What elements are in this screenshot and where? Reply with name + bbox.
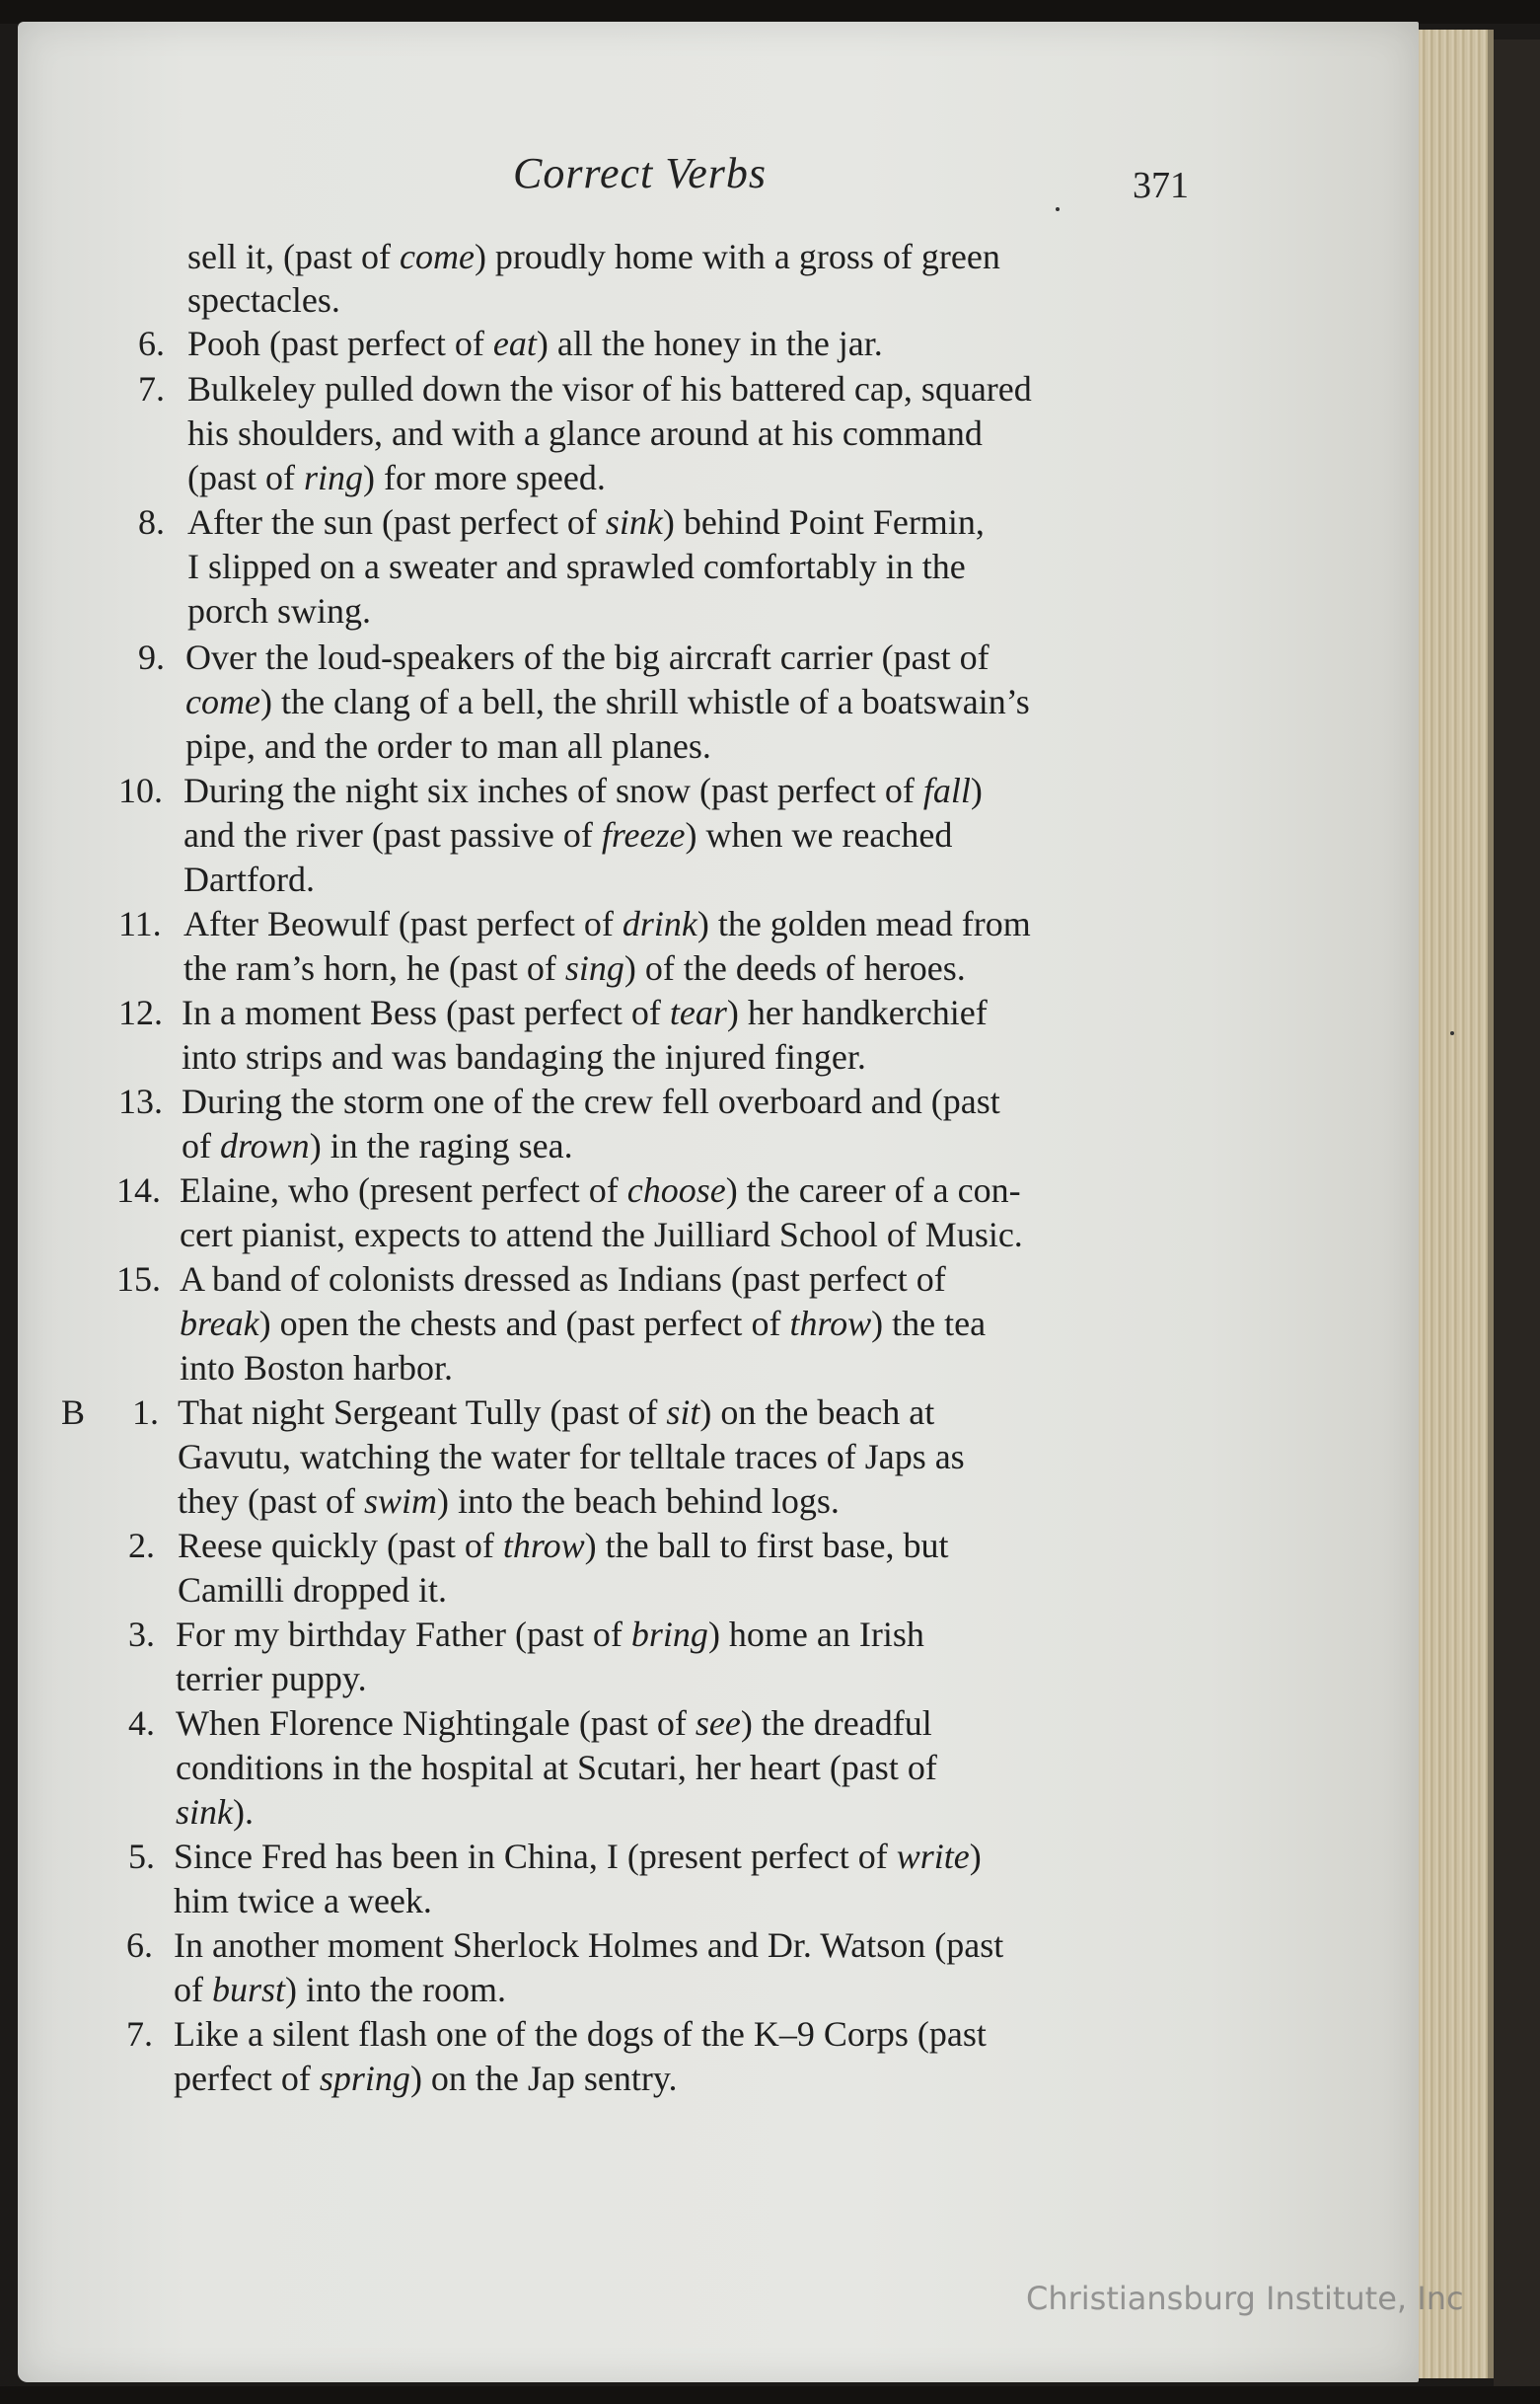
exercise-number: 6. (138, 324, 165, 363)
page-speck (1056, 207, 1060, 211)
exercise-a6-line-1: Pooh (past perfect of eat) all the honey in the jar. (187, 324, 883, 363)
exercise-b6-line-2: of burst) into the room. (174, 1970, 506, 2009)
exercise-a10-line-3: Dartford. (183, 860, 315, 899)
exercise-b5-line-2: him twice a week. (174, 1881, 432, 1920)
exercise-number: 10. (118, 771, 163, 810)
exercise-number: 13. (118, 1082, 163, 1121)
running-head-title: Correct Verbs (513, 149, 768, 197)
exercise-b3-line-1: For my birthday Father (past of bring) home an Irish (176, 1615, 924, 1654)
exercise-a8-line-2: I slipped on a sweater and sprawled comfortably in the (187, 547, 966, 586)
exercise-a13-line-2: of drown) in the raging sea. (182, 1126, 573, 1165)
exercise-number: 7. (138, 369, 165, 409)
exercise-a8-line-3: porch swing. (187, 591, 371, 631)
exercise-a9-line-3: pipe, and the order to man all planes. (185, 726, 711, 766)
exercise-number: 11. (118, 904, 162, 943)
exercise-b2-line-1: Reese quickly (past of throw) the ball to first base, but (178, 1526, 949, 1565)
exercise-a15-line-2: break) open the chests and (past perfect of throw) the tea (180, 1304, 987, 1343)
exercise-b1-line-2: Gavutu, watching the water for telltale traces of Japs as (178, 1437, 965, 1476)
exercise-number: 15. (116, 1259, 161, 1299)
exercise-a9-line-1: Over the loud-speakers of the big aircraft carrier (past of (185, 638, 990, 677)
exercise-number: 2. (128, 1526, 155, 1565)
exercise-a12-line-1: In a moment Bess (past perfect of tear) her handkerchief (182, 993, 988, 1032)
exercise-number: 9. (138, 638, 165, 677)
exercise-b4-line-1: When Florence Nightingale (past of see) the dreadful (176, 1703, 932, 1743)
exercise-b1-line-3: they (past of swim) into the beach behind logs. (178, 1481, 840, 1521)
exercise-number: 4. (128, 1703, 155, 1743)
exercise-a11-line-2: the ram’s horn, he (past of sing) of the deeds of heroes. (183, 948, 966, 988)
section-b-letter: B (61, 1392, 86, 1432)
exercise-number: 3. (128, 1615, 155, 1654)
exercise-b5-line-1: Since Fred has been in China, I (present perfect of write) (174, 1837, 982, 1876)
exercise-b7-line-2: perfect of spring) on the Jap sentry. (174, 2059, 678, 2098)
exercise-number: 12. (118, 993, 163, 1032)
exercise-number: 14. (116, 1170, 161, 1210)
exercise-b4-line-3: sink). (176, 1792, 254, 1832)
photo-top-border (0, 0, 1540, 24)
continuation-line-2: spectacles. (187, 280, 340, 320)
exercise-b4-line-2: conditions in the hospital at Scutari, her heart (past of (176, 1748, 937, 1787)
exercise-b2-line-2: Camilli dropped it. (178, 1570, 447, 1610)
exercise-number: 1. (132, 1392, 159, 1432)
exercise-b1-line-1: That night Sergeant Tully (past of sit) on the beach at (178, 1392, 935, 1432)
exercise-number: 7. (126, 2014, 153, 2054)
exercise-a15-line-3: into Boston harbor. (180, 1348, 453, 1388)
exercise-number: 5. (128, 1837, 155, 1876)
page-speck (1450, 1031, 1454, 1035)
exercise-b3-line-2: terrier puppy. (176, 1659, 367, 1698)
page-edges (1419, 30, 1494, 2378)
exercise-a7-line-2: his shoulders, and with a glance around at his command (187, 413, 983, 453)
exercise-a7-line-1: Bulkeley pulled down the visor of his battered cap, squared (187, 369, 1032, 409)
exercise-a8-line-1: After the sun (past perfect of sink) behind Point Fermin, (187, 502, 985, 542)
exercise-a12-line-2: into strips and was bandaging the injured finger. (182, 1037, 866, 1077)
exercise-b7-line-1: Like a silent flash one of the dogs of the K–9 Corps (past (174, 2014, 987, 2054)
exercise-a15-line-1: A band of colonists dressed as Indians (past perfect of (180, 1259, 946, 1299)
page-number: 371 (1133, 165, 1189, 206)
continuation-line-1: sell it, (past of come) proudly home with a gross of green (187, 237, 1000, 276)
exercise-a13-line-1: During the storm one of the crew fell overboard and (past (182, 1082, 1000, 1121)
exercise-a7-line-3: (past of ring) for more speed. (187, 458, 606, 497)
exercise-number: 6. (126, 1925, 153, 1965)
exercise-a9-line-2: come) the clang of a bell, the shrill whistle of a boatswain’s (185, 682, 1030, 721)
exercise-a11-line-1: After Beowulf (past perfect of drink) the golden mead from (183, 904, 1031, 943)
watermark-text: Christiansburg Institute, Inc (1026, 2280, 1464, 2317)
photo-bottom-border (0, 2386, 1540, 2404)
book-cover-edge (1494, 39, 1540, 2404)
exercise-a14-line-1: Elaine, who (present perfect of choose) the career of a con- (180, 1170, 1021, 1210)
exercise-a14-line-2: cert pianist, expects to attend the Juilliard School of Music. (180, 1215, 1023, 1254)
exercise-a10-line-1: During the night six inches of snow (past perfect of fall) (183, 771, 983, 810)
exercise-a10-line-2: and the river (past passive of freeze) when we reached (183, 815, 953, 855)
exercise-b6-line-1: In another moment Sherlock Holmes and Dr. Watson (past (174, 1925, 1004, 1965)
exercise-number: 8. (138, 502, 165, 542)
